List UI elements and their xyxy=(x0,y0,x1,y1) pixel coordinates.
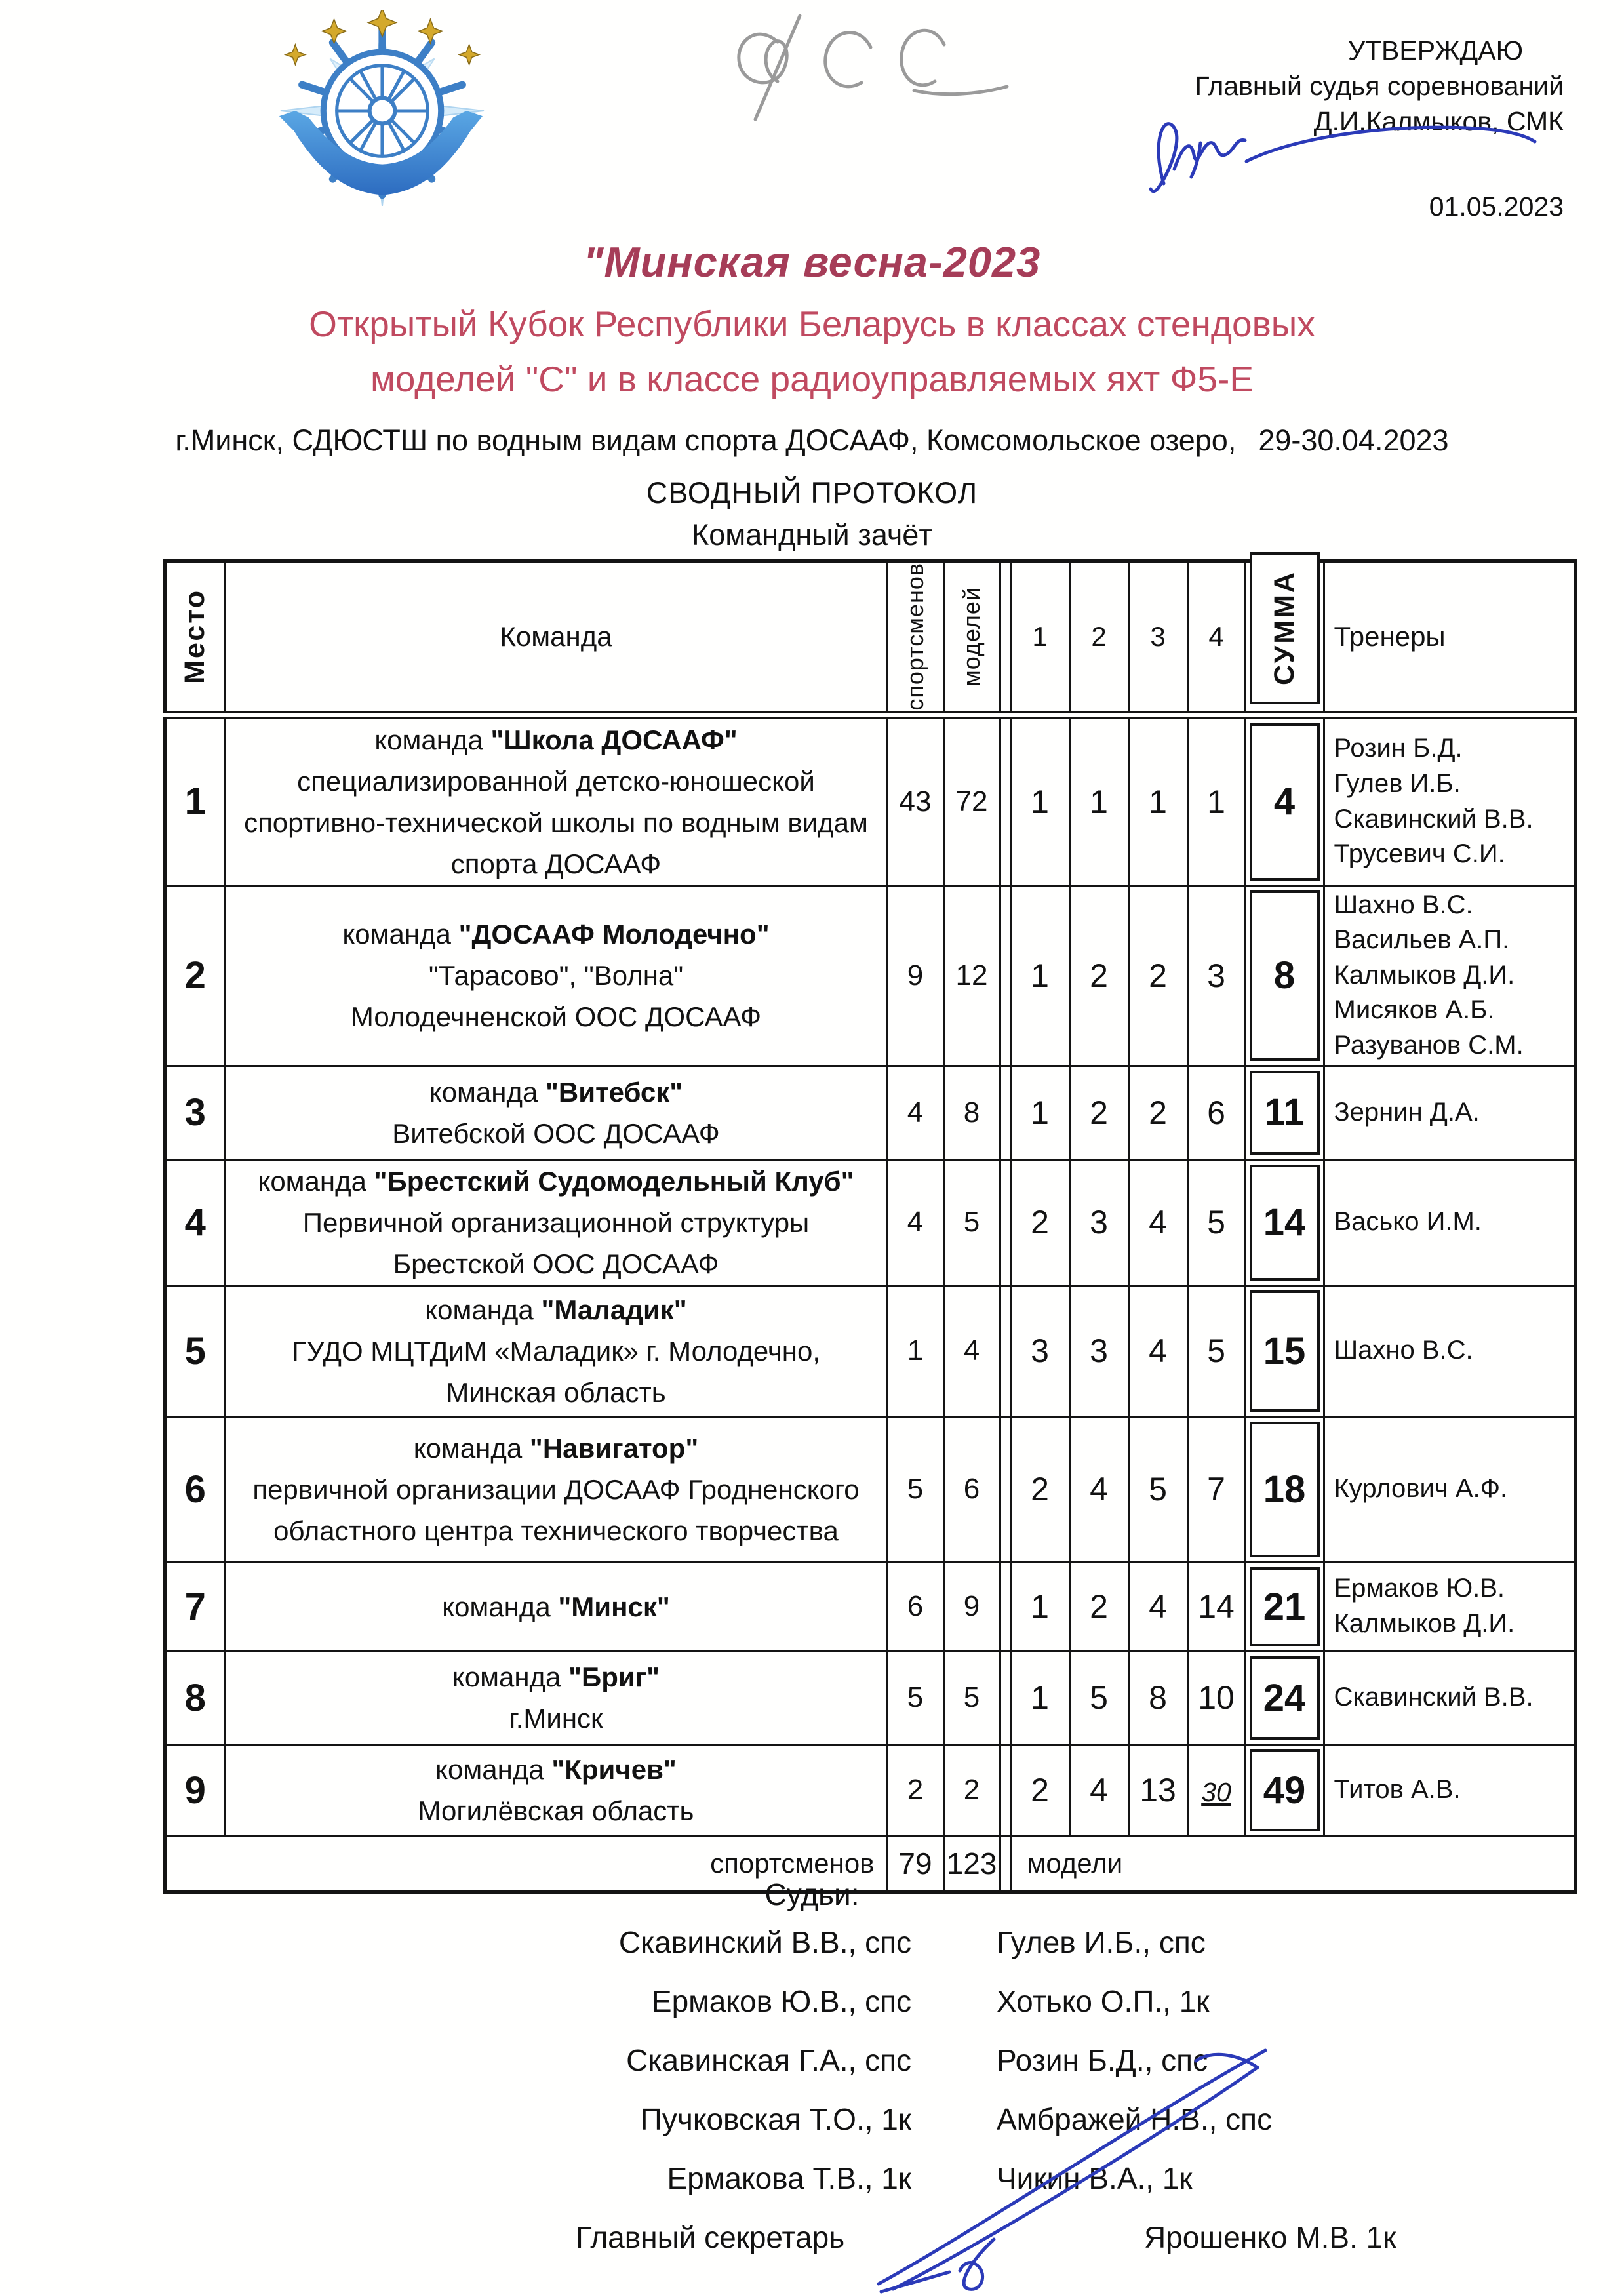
divider-column xyxy=(1000,1562,1010,1651)
round4-cell: 30 xyxy=(1187,1744,1245,1836)
place-cell: 5 xyxy=(165,1285,225,1416)
round1-cell: 1 xyxy=(1010,885,1069,1066)
judges-title: Судьи: xyxy=(764,1877,860,1911)
athletes-cell: 4 xyxy=(887,1159,943,1285)
athletes-cell: 9 xyxy=(887,885,943,1066)
totals-athletes-value: 79 xyxy=(887,1836,943,1892)
round3-cell: 13 xyxy=(1128,1744,1187,1836)
round4-cell: 7 xyxy=(1187,1416,1245,1562)
secretary-name: Ярошенко М.В. 1к xyxy=(1144,2220,1396,2254)
team-cell: команда "Минск" xyxy=(225,1562,887,1651)
round3-cell: 4 xyxy=(1128,1562,1187,1651)
divider-column xyxy=(1000,1744,1010,1836)
table-row xyxy=(165,715,1575,885)
athletes-cell: 2 xyxy=(887,1744,943,1836)
round4-cell: 5 xyxy=(1187,1159,1245,1285)
table-row xyxy=(165,1159,1575,1285)
event-dates: 29-30.04.2023 xyxy=(1258,424,1449,458)
sum-cell: 49 xyxy=(1245,1744,1324,1836)
team-cell: команда "Бриг" г.Минск xyxy=(225,1651,887,1744)
round2-cell: 4 xyxy=(1069,1744,1128,1836)
team-cell: команда "Навигатор" первичной организации ДОСААФ Гродненского областного центра технического творчества xyxy=(225,1416,887,1562)
judge-name: Скавинская Г.А., спс xyxy=(626,2043,911,2077)
coaches-cell: Зернин Д.А. xyxy=(1324,1066,1575,1159)
divider-column xyxy=(1000,1066,1010,1159)
coaches-cell: Скавинский В.В. xyxy=(1324,1651,1575,1744)
round3-cell: 4 xyxy=(1128,1285,1187,1416)
pencil-handwritten-mark xyxy=(720,8,1015,136)
totals-models-value: 123 xyxy=(943,1836,1000,1892)
approve-role: Главный судья соревнований xyxy=(1195,71,1564,102)
col-header-round-1: 1 xyxy=(1010,561,1069,715)
place-cell: 7 xyxy=(165,1562,225,1651)
place-cell: 3 xyxy=(165,1066,225,1159)
coaches-cell: Ермаков Ю.В. Калмыков Д.И. xyxy=(1324,1562,1575,1651)
col-header-team: Команда xyxy=(225,561,887,715)
team-cell: команда "Маладик" ГУДО МЦТДиМ «Маладик» г. Молодечно, Минская область xyxy=(225,1285,887,1416)
round4-cell: 10 xyxy=(1187,1651,1245,1744)
place-cell: 8 xyxy=(165,1651,225,1744)
round1-cell: 3 xyxy=(1010,1285,1069,1416)
models-cell: 6 xyxy=(943,1416,1000,1562)
judge-name: Ермаков Ю.В., спс xyxy=(651,1984,911,2018)
judge-name: Гулев И.Б., спс xyxy=(997,1925,1206,1959)
event-subtitle-line2: моделей "С" и в классе радиоуправляемых яхт Ф5-Е xyxy=(370,358,1254,399)
table-header-row xyxy=(165,561,1575,715)
table-row xyxy=(165,1285,1575,1416)
table-row xyxy=(165,1562,1575,1651)
round4-cell: 14 xyxy=(1187,1562,1245,1651)
col-header-round-4: 4 xyxy=(1187,561,1245,715)
table-row xyxy=(165,1066,1575,1159)
col-header-models: моделей xyxy=(943,561,1000,715)
athletes-cell: 4 xyxy=(887,1066,943,1159)
round4-cell: 6 xyxy=(1187,1066,1245,1159)
totals-athletes-label: спортсменов xyxy=(165,1836,887,1892)
table-row xyxy=(165,1416,1575,1562)
approve-label: УТВЕРЖДАЮ xyxy=(1347,35,1523,66)
divider-column xyxy=(1000,1285,1010,1416)
models-cell: 9 xyxy=(943,1562,1000,1651)
sum-cell: 18 xyxy=(1245,1416,1324,1562)
athletes-cell: 1 xyxy=(887,1285,943,1416)
models-cell: 5 xyxy=(943,1651,1000,1744)
col-header-round-2: 2 xyxy=(1069,561,1128,715)
team-cell: команда "Витебск" Витебской ООС ДОСААФ xyxy=(225,1066,887,1159)
round2-cell: 5 xyxy=(1069,1651,1128,1744)
table-row xyxy=(165,1651,1575,1744)
team-cell: команда "ДОСААФ Молодечно" "Тарасово", "Волна" Молодечненской ООС ДОСААФ xyxy=(225,885,887,1066)
event-subtitle xyxy=(0,297,1624,407)
standings-title: Командный зачёт xyxy=(692,518,932,552)
protocol-title: СВОДНЫЙ ПРОТОКОЛ xyxy=(646,476,978,510)
athletes-cell: 6 xyxy=(887,1562,943,1651)
col-header-round-3: 3 xyxy=(1128,561,1187,715)
round1-cell: 1 xyxy=(1010,1562,1069,1651)
athletes-cell: 5 xyxy=(887,1416,943,1562)
event-subtitle-line1: Открытый Кубок Республики Беларусь в классах стендовых xyxy=(309,304,1315,344)
round3-cell: 2 xyxy=(1128,885,1187,1066)
coaches-cell: Васько И.М. xyxy=(1324,1159,1575,1285)
secretary-label: Главный секретарь xyxy=(576,2220,845,2254)
models-cell: 5 xyxy=(943,1159,1000,1285)
place-cell: 4 xyxy=(165,1159,225,1285)
title-block xyxy=(0,237,1624,552)
sum-cell: 15 xyxy=(1245,1285,1324,1416)
divider-column xyxy=(1000,1651,1010,1744)
models-cell: 8 xyxy=(943,1066,1000,1159)
judge-name: Ермакова Т.В., 1к xyxy=(667,2161,911,2195)
models-cell: 4 xyxy=(943,1285,1000,1416)
col-header-sum: СУММА xyxy=(1245,561,1324,715)
divider-column xyxy=(1000,715,1010,885)
divider-column xyxy=(1000,1159,1010,1285)
divider-column xyxy=(1000,1416,1010,1562)
round1-cell: 1 xyxy=(1010,1066,1069,1159)
round4-cell: 5 xyxy=(1187,1285,1245,1416)
round3-cell: 8 xyxy=(1128,1651,1187,1744)
coaches-cell: Титов А.В. xyxy=(1324,1744,1575,1836)
round1-cell: 2 xyxy=(1010,1159,1069,1285)
judge-name: Розин Б.Д., спс xyxy=(997,2043,1208,2077)
place-cell: 2 xyxy=(165,885,225,1066)
round3-cell: 1 xyxy=(1128,715,1187,885)
team-cell: команда "Кричев" Могилёвская область xyxy=(225,1744,887,1836)
models-cell: 72 xyxy=(943,715,1000,885)
round1-cell: 1 xyxy=(1010,1651,1069,1744)
coaches-cell: Розин Б.Д. Гулев И.Б. Скавинский В.В. Трусевич С.И. xyxy=(1324,715,1575,885)
coaches-cell: Курлович А.Ф. xyxy=(1324,1416,1575,1562)
round4-cell: 1 xyxy=(1187,715,1245,885)
round2-cell: 3 xyxy=(1069,1285,1128,1416)
athletes-cell: 43 xyxy=(887,715,943,885)
judge-name: Хотько О.П., 1к xyxy=(997,1984,1210,2018)
event-title: "Минская весна-2023 xyxy=(583,238,1041,286)
col-header-athletes: спортсменов xyxy=(887,561,943,715)
models-cell: 12 xyxy=(943,885,1000,1066)
judge-name: Скавинский В.В., спс xyxy=(618,1925,911,1959)
event-location: г.Минск, СДЮСТШ по водным видам спорта ДОСААФ, Комсомольское озеро, xyxy=(175,424,1237,458)
judge-name: Амбражей Н.В., спс xyxy=(997,2102,1273,2136)
sum-cell: 21 xyxy=(1245,1562,1324,1651)
sum-cell: 4 xyxy=(1245,715,1324,885)
secretary-signature xyxy=(839,2043,1298,2295)
sum-cell: 24 xyxy=(1245,1651,1324,1744)
sum-cell: 11 xyxy=(1245,1066,1324,1159)
team-standings-table xyxy=(163,559,1577,1894)
approve-name: Д.И.Калмыков, СМК xyxy=(1313,106,1564,137)
team-cell: команда "Школа ДОСААФ" специализированной детско-юношеской спортивно-технической школы по водным видам спорта ДОСААФ xyxy=(225,715,887,885)
club-ship-wheel-logo xyxy=(254,10,510,211)
coaches-cell: Шахно В.С. xyxy=(1324,1285,1575,1416)
place-cell: 1 xyxy=(165,715,225,885)
event-location-line xyxy=(0,424,1624,458)
coaches-cell: Шахно В.С. Васильев А.П. Калмыков Д.И. Мисяков А.Б. Разуванов С.М. xyxy=(1324,885,1575,1066)
divider-column xyxy=(1000,561,1010,715)
judge-name: Пучковская Т.О., 1к xyxy=(640,2102,911,2136)
round1-cell: 2 xyxy=(1010,1744,1069,1836)
round1-cell: 1 xyxy=(1010,715,1069,885)
round3-cell: 5 xyxy=(1128,1416,1187,1562)
round3-cell: 2 xyxy=(1128,1066,1187,1159)
round3-cell: 4 xyxy=(1128,1159,1187,1285)
col-header-coaches: Тренеры xyxy=(1324,561,1575,715)
place-cell: 9 xyxy=(165,1744,225,1836)
judge-name: Чикин В.А., 1к xyxy=(997,2161,1193,2195)
athletes-cell: 5 xyxy=(887,1651,943,1744)
table-row xyxy=(165,885,1575,1066)
round2-cell: 2 xyxy=(1069,1562,1128,1651)
models-cell: 2 xyxy=(943,1744,1000,1836)
team-cell: команда "Брестский Судомодельный Клуб" Первичной организационной структуры Брестской ООС ДОСААФ xyxy=(225,1159,887,1285)
approve-date: 01.05.2023 xyxy=(1429,191,1564,222)
sum-cell: 14 xyxy=(1245,1159,1324,1285)
round2-cell: 2 xyxy=(1069,1066,1128,1159)
col-header-place: Место xyxy=(165,561,225,715)
round2-cell: 1 xyxy=(1069,715,1128,885)
place-cell: 6 xyxy=(165,1416,225,1562)
table-row xyxy=(165,1744,1575,1836)
totals-models-label: модели xyxy=(1010,1836,1575,1892)
round1-cell: 2 xyxy=(1010,1416,1069,1562)
round4-cell: 3 xyxy=(1187,885,1245,1066)
divider-column xyxy=(1000,885,1010,1066)
chief-judge-signature xyxy=(1127,97,1547,202)
round2-cell: 2 xyxy=(1069,885,1128,1066)
round2-cell: 4 xyxy=(1069,1416,1128,1562)
sum-cell: 8 xyxy=(1245,885,1324,1066)
round2-cell: 3 xyxy=(1069,1159,1128,1285)
